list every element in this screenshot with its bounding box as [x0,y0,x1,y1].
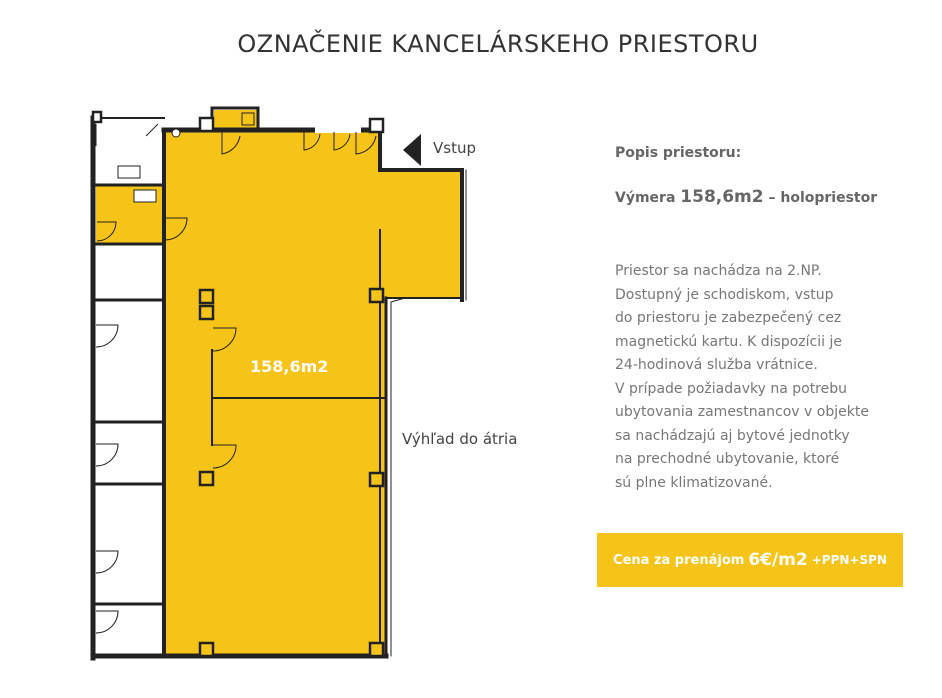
description [615,260,905,495]
door-swing [96,444,118,466]
pillar [93,112,101,122]
pillar [200,118,213,131]
description-line: do priestoru je zabezpečený cez [615,310,842,326]
pillar [370,119,383,132]
description-line: V prípade požiadavky na potrebu [615,380,848,397]
pillar [200,472,213,485]
price-suffix: +PPN+SPN [811,553,887,567]
area-line [615,187,877,207]
pillar [370,473,383,486]
pillar [200,643,213,656]
description-line: sa nachádzajú aj bytové jednotky [615,427,850,444]
description-line: na prechodné ubytovanie, ktoré [615,451,840,467]
price-prefix: Cena za prenájom [613,552,745,568]
price-box [597,533,903,587]
page-title: OZNAČENIE KANCELÁRSKEHO PRIESTORU [237,30,759,58]
pillar [370,289,383,302]
area-prefix: Výmera [615,190,676,206]
entrance-label: Vstup [433,139,476,157]
atrium-label: Výhľad do átria [402,430,518,448]
pillar [370,643,383,656]
area-label: 158,6m2 [250,357,329,376]
door-swing [96,551,118,573]
info-heading: Popis priestoru: [615,145,742,161]
door-swing [96,325,118,347]
stair-arrow [146,124,158,136]
fixture-circle [172,129,180,137]
office-area [165,131,462,655]
description-line: magnetickú kartu. K dispozícii je [615,333,842,350]
description-line: ubytovania zamestnancov v objekte [615,404,869,420]
area-suffix: – holopriestor [768,190,878,206]
price-value: 6€/m2 [748,550,808,570]
entrance-arrow-icon [403,134,421,166]
description-line: 24-hodinová služba vrátnice. [615,357,818,373]
description-line: Dostupný je schodiskom, vstup [615,286,834,303]
pillar [200,290,213,303]
pillar [200,306,213,319]
door-swing [96,611,118,633]
sink-fixture [134,190,156,202]
description-line: sú plne klimatizované. [615,474,773,491]
sink-fixture [118,166,140,178]
area-value: 158,6m2 [680,187,764,207]
description-line: Priestor sa nachádza na 2.NP. [615,263,822,279]
